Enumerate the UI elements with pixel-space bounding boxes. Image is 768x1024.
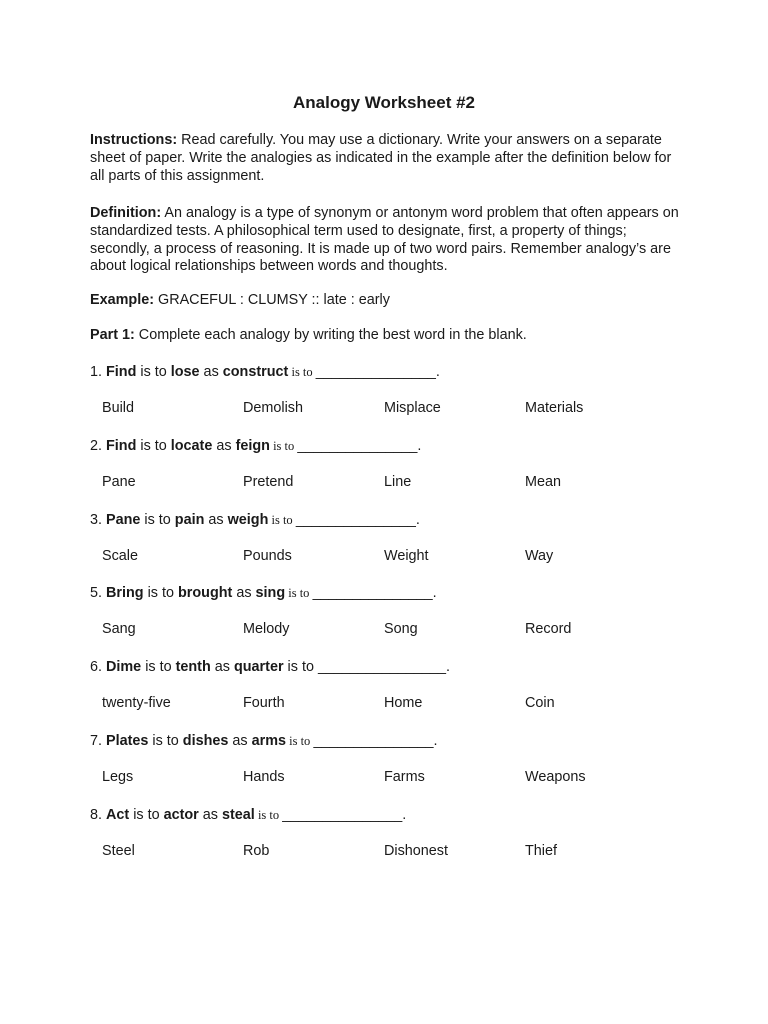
- example-label: Example:: [90, 292, 154, 308]
- question-connector: is to: [286, 734, 314, 748]
- question-number: 1.: [90, 364, 106, 380]
- question-line: [90, 732, 438, 750]
- choice-option: Sang: [102, 621, 136, 637]
- choices-row: [0, 548, 768, 566]
- choice-option: Mean: [525, 474, 561, 490]
- choice-option: Pane: [102, 474, 136, 490]
- question-number: 2.: [90, 438, 106, 454]
- question-number: 3.: [90, 512, 106, 528]
- question-line: [90, 363, 440, 381]
- question-line: [90, 658, 450, 676]
- choice-option: Legs: [102, 769, 134, 785]
- answer-blank: _______________.: [295, 512, 420, 528]
- question-connector: is to: [288, 365, 316, 379]
- question-word-b: tenth: [175, 659, 211, 675]
- choices-row: [0, 695, 768, 713]
- answer-blank: _______________.: [282, 807, 407, 823]
- choice-option: Steel: [102, 843, 135, 859]
- choice-option: Fourth: [243, 695, 285, 711]
- question-connector: is to: [269, 439, 298, 453]
- question-connector: is to: [140, 512, 175, 528]
- choice-option: Scale: [102, 548, 138, 564]
- definition-label: Definition:: [90, 205, 162, 221]
- choice-option: Way: [525, 548, 554, 564]
- instructions-text: Read carefully. You may use a dictionary. Write your answers on a separate sheet of paper. Write the analogies as indicated in the example after the definition below for all parts of this assignment.: [90, 132, 672, 184]
- choice-option: Misplace: [384, 400, 441, 416]
- question-word-c: quarter: [233, 659, 284, 675]
- question-connector: is to: [129, 807, 164, 823]
- instructions-paragraph: [90, 132, 680, 185]
- question-word-b: lose: [170, 364, 200, 380]
- question-word-c: arms: [251, 733, 286, 749]
- question-word-b: dishes: [182, 733, 229, 749]
- question-connector: is to: [136, 364, 171, 380]
- question-number: 6.: [90, 659, 106, 675]
- question-connector: is to: [143, 585, 178, 601]
- page-title: Analogy Worksheet #2: [292, 93, 476, 112]
- question-word-c: construct: [222, 364, 289, 380]
- choice-option: Home: [384, 695, 423, 711]
- answer-blank: ________________.: [317, 659, 451, 675]
- question-word-a: Dime: [106, 659, 142, 675]
- question-word-a: Pane: [106, 512, 141, 528]
- question-line: [90, 437, 421, 455]
- question-number: 8.: [90, 807, 106, 823]
- choice-option: Farms: [384, 769, 425, 785]
- question-connector: as: [212, 438, 236, 454]
- choice-option: Thief: [525, 843, 557, 859]
- choice-option: Materials: [525, 400, 584, 416]
- question-word-b: locate: [170, 438, 213, 454]
- question-connector: is to: [148, 733, 183, 749]
- question-connector: as: [232, 585, 256, 601]
- choice-option: Rob: [243, 843, 270, 859]
- question-word-b: brought: [177, 585, 233, 601]
- choice-option: Coin: [525, 695, 555, 711]
- choice-option: Pretend: [243, 474, 294, 490]
- question-word-b: pain: [174, 512, 205, 528]
- question-connector: is to: [268, 513, 296, 527]
- choices-row: [0, 474, 768, 492]
- question-word-b: actor: [163, 807, 199, 823]
- choice-option: Demolish: [243, 400, 303, 416]
- choices-row: [0, 843, 768, 861]
- answer-blank: _______________.: [315, 364, 440, 380]
- question-connector: is to: [254, 808, 283, 822]
- choice-option: twenty-five: [102, 695, 171, 711]
- part1-text: Complete each analogy by writing the best word in the blank.: [134, 327, 527, 343]
- question-word-a: Bring: [106, 585, 144, 601]
- question-line: [90, 584, 437, 602]
- example-text: GRACEFUL : CLUMSY :: late : early: [154, 292, 390, 308]
- question-connector: as: [210, 659, 234, 675]
- choice-option: Hands: [243, 769, 285, 785]
- question-number: 7.: [90, 733, 106, 749]
- question-connector: as: [198, 807, 222, 823]
- choices-row: [0, 400, 768, 418]
- question-word-c: weigh: [227, 512, 269, 528]
- question-connector: is to: [285, 586, 313, 600]
- choice-option: Pounds: [243, 548, 292, 564]
- example-paragraph: [90, 292, 680, 310]
- question-word-a: Plates: [106, 733, 149, 749]
- choice-option: Song: [384, 621, 418, 637]
- question-word-a: Find: [106, 364, 137, 380]
- question-connector: is to: [136, 438, 171, 454]
- question-connector: as: [228, 733, 252, 749]
- part1-label: Part 1:: [90, 327, 135, 343]
- instructions-label: Instructions:: [90, 132, 178, 148]
- definition-text: An analogy is a type of synonym or antonym word problem that often appears on standardized tests. A philosophical term used to designate, first, a property of things; secondly, a process of reasoning. It is made up of two word pairs. Remember analogy’s are about logical relationships between words and thoughts.: [90, 205, 679, 275]
- question-connector: is to: [141, 659, 176, 675]
- answer-blank: _______________.: [312, 585, 437, 601]
- question-word-a: Find: [106, 438, 137, 454]
- definition-paragraph: [90, 205, 680, 276]
- choice-option: Dishonest: [384, 843, 448, 859]
- choices-row: [0, 769, 768, 787]
- choice-option: Build: [102, 400, 134, 416]
- question-word-c: feign: [235, 438, 270, 454]
- question-number: 5.: [90, 585, 106, 601]
- question-connector: as: [204, 512, 228, 528]
- choice-option: Record: [525, 621, 572, 637]
- question-word-c: sing: [255, 585, 286, 601]
- answer-blank: _______________.: [297, 438, 422, 454]
- choice-option: Melody: [243, 621, 290, 637]
- question-connector: as: [199, 364, 223, 380]
- question-word-a: Act: [106, 807, 130, 823]
- choice-option: Weapons: [525, 769, 586, 785]
- question-line: [90, 806, 406, 824]
- choice-option: Line: [384, 474, 412, 490]
- choice-option: Weight: [384, 548, 429, 564]
- question-word-c: steal: [222, 807, 255, 823]
- answer-blank: _______________.: [313, 733, 438, 749]
- question-connector: is to: [283, 659, 318, 675]
- part1-paragraph: [90, 327, 680, 345]
- question-line: [90, 511, 420, 529]
- choices-row: [0, 621, 768, 639]
